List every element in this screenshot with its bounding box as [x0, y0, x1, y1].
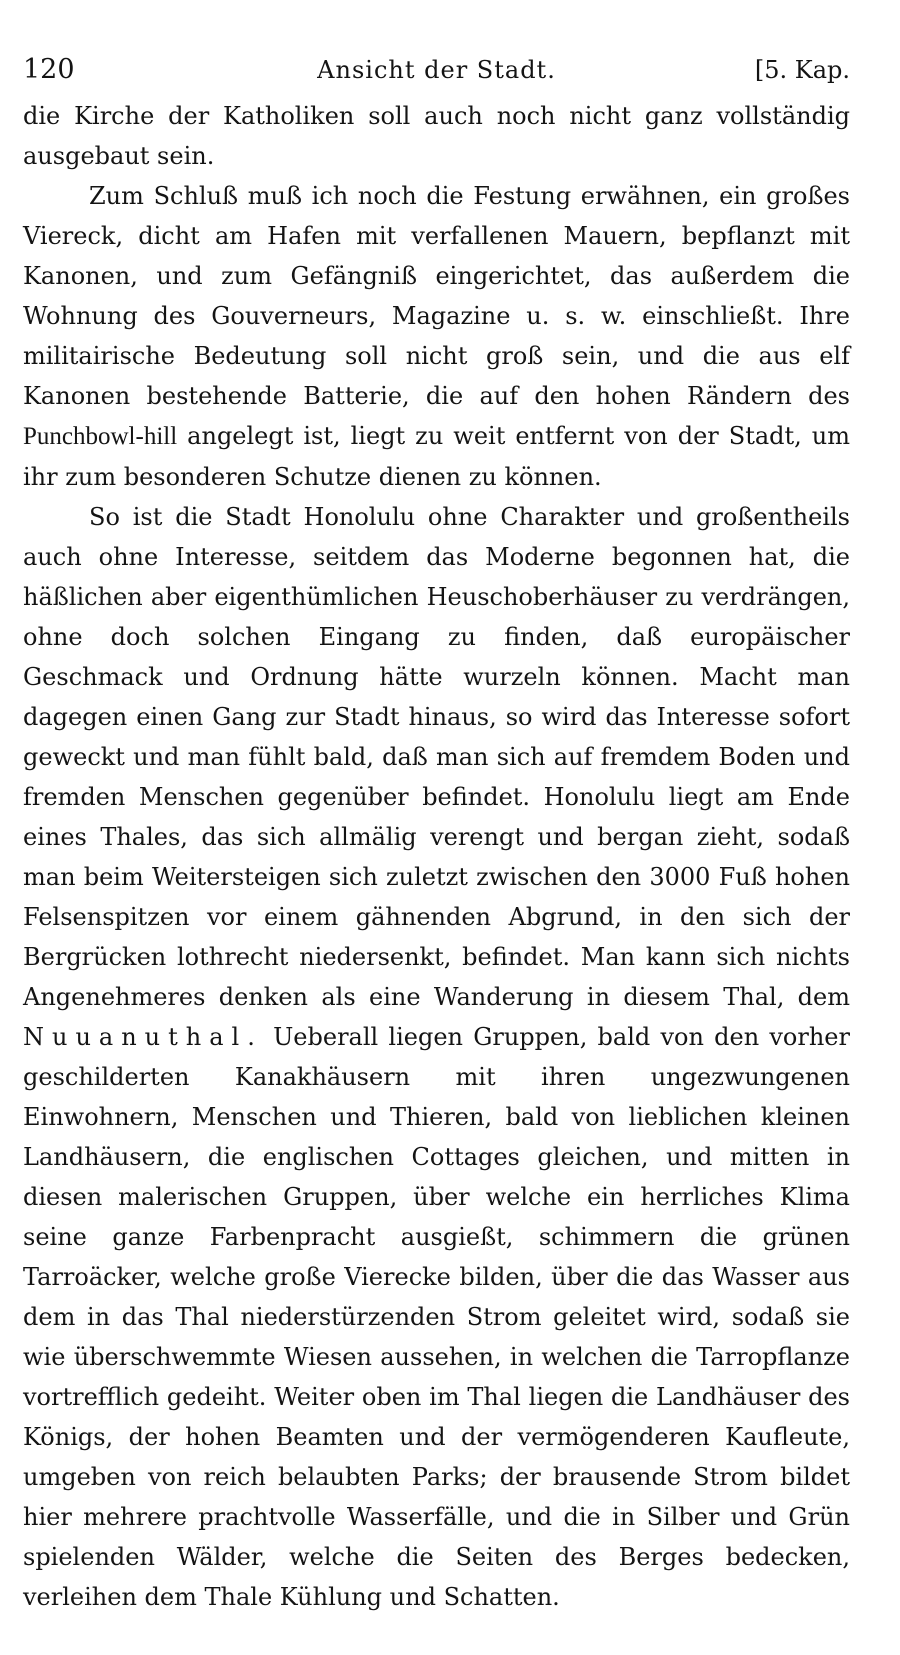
spaced-place-name: Nuuanuthal. — [23, 1023, 263, 1051]
paragraph-text: die Kirche der Katholiken soll auch noch nicht ganz vollständig ausgebaut sein. — [23, 102, 850, 170]
paragraph-text-continued: angelegt ist, liegt zu weit entfernt von der Stadt, um ihr zum besonderen Schutze dienen zu können. — [23, 422, 850, 491]
running-title: Ansicht der Stadt. — [317, 56, 556, 84]
place-name-latin: Punchbowl-hill — [23, 423, 178, 450]
paragraph-2 — [23, 176, 850, 497]
paragraph-1 — [23, 96, 850, 176]
paragraph-3 — [23, 497, 850, 1617]
chapter-reference: [5. Kap. — [754, 56, 850, 84]
body-text — [23, 96, 850, 1617]
running-head — [23, 50, 850, 90]
page-number: 120 — [23, 54, 75, 85]
paragraph-text-continued: Ueberall liegen Gruppen, bald von den vorher geschilderten Kanakhäusern mit ihren ungezwungenen Einwohnern, Menschen und Thieren, bald von lieblichen kleinen Landhäusern, die englischen Cottages gleichen, und mitten in diesen malerischen Gruppen, über welche ein herrliches Klima seine ganze Farbenpracht ausgießt, schimmern die grünen Tarroäcker, welche große Vierecke bilden, über die das Wasser aus dem in das Thal niederstürzenden Strom geleitet wird, sodaß sie wie überschwemmte Wiesen aussehen, in welchen die Tarropflanze vortrefflich gedeiht. Weiter oben im Thal liegen die Landhäuser des Königs, der hohen Beamten und der vermögenderen Kaufleute, umgeben von reich belaubten Parks; der brausende Strom bildet hier mehrere prachtvolle Wasserfälle, und die in Silber und Grün spielenden Wälder, welche die Seiten des Berges bedecken, verleihen dem Thale Kühlung und Schatten. — [23, 1023, 850, 1611]
paragraph-text: So ist die Stadt Honolulu ohne Charakter und großentheils auch ohne Interesse, seitdem das Moderne begonnen hat, die häßlichen aber eigenthümlichen Heuschoberhäuser zu verdrängen, ohne doch solchen Eingang zu finden, daß europäischer Geschmack und Ordnung hätte wurzeln können. Macht man dagegen einen Gang zur Stadt hinaus, so wird das Interesse sofort geweckt und man fühlt bald, daß man sich auf fremdem Boden und fremden Menschen gegenüber befindet. Honolulu liegt am Ende eines Thales, das sich allmälig verengt und bergan zieht, sodaß man beim Weitersteigen sich zuletzt zwischen den 3000 Fuß hohen Felsenspitzen vor einem gähnenden Abgrund, in den sich der Bergrücken lothrecht niedersenkt, befindet. Man kann sich nichts Angenehmeres denken als eine Wanderung in diesem Thal, dem — [23, 503, 850, 1011]
paragraph-text: Zum Schluß muß ich noch die Festung erwähnen, ein großes Viereck, dicht am Hafen mit verfallenen Mauern, bepflanzt mit Kanonen, und zum Gefängniß eingerichtet, das außerdem die Wohnung des Gouverneurs, Magazine u. s. w. einschließt. Ihre militairische Bedeutung soll nicht groß sein, und die aus elf Kanonen bestehende Batterie, die auf den hohen Rändern des — [23, 182, 850, 410]
